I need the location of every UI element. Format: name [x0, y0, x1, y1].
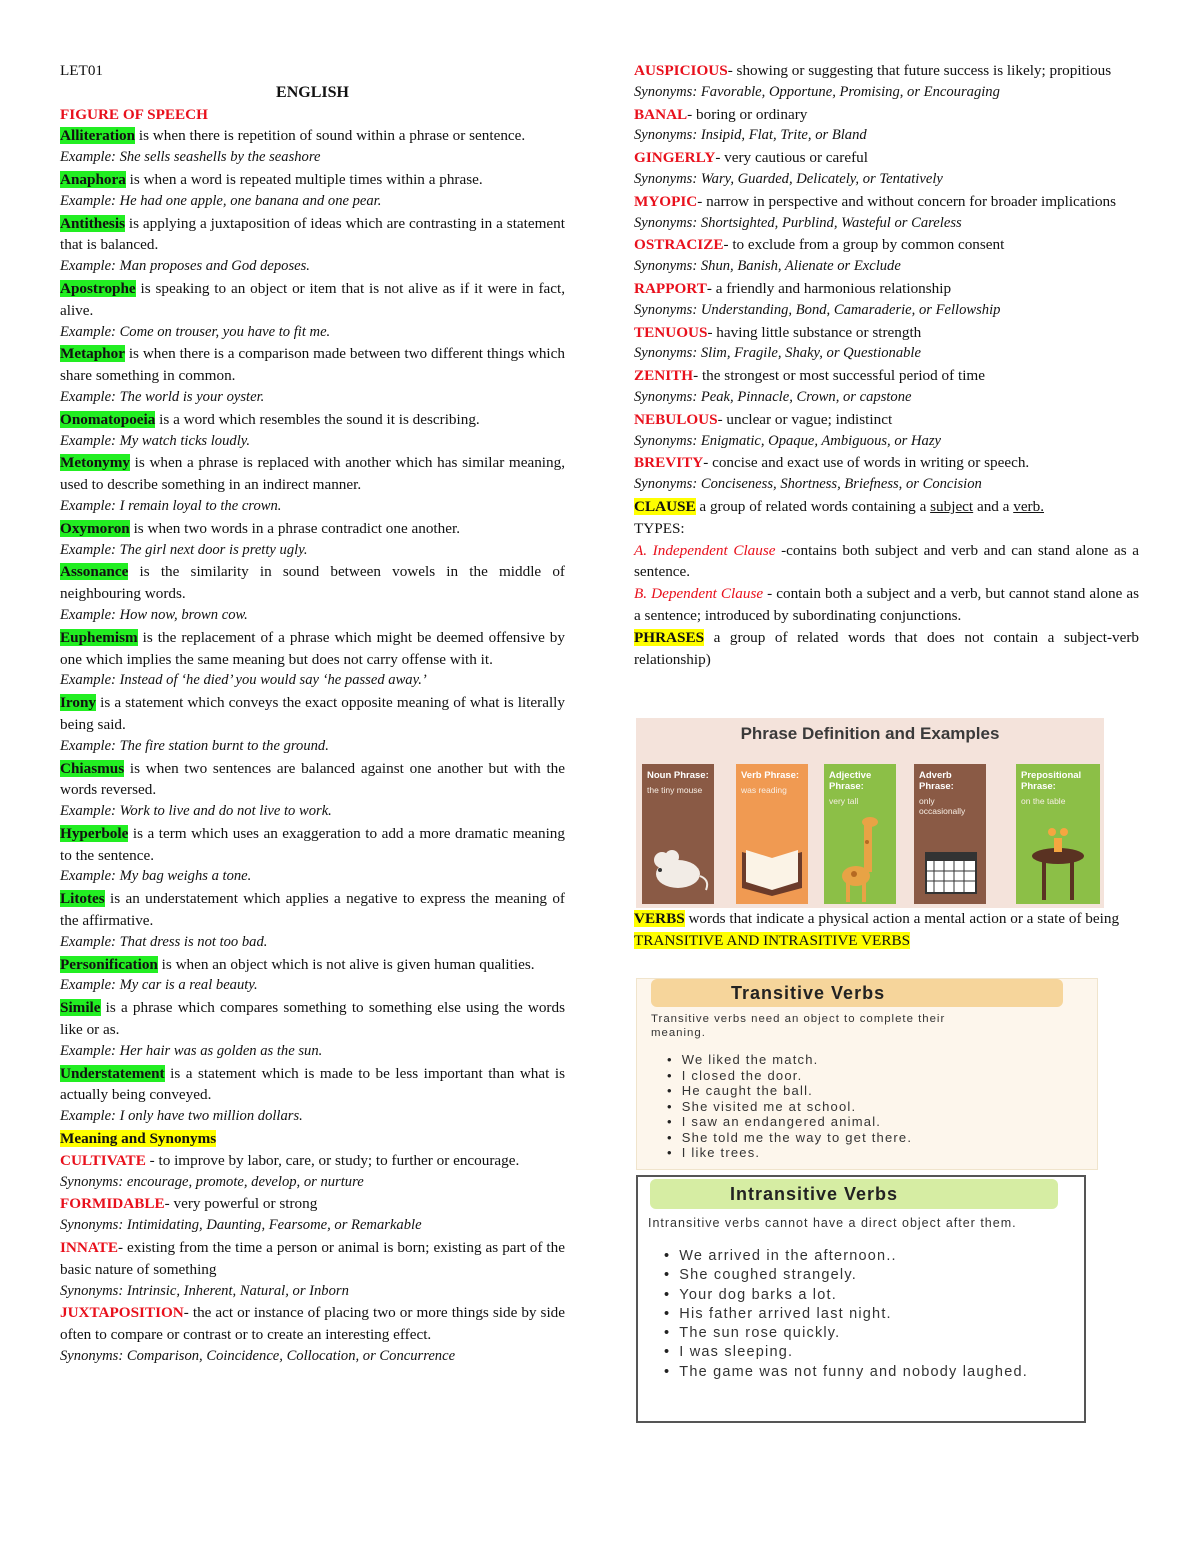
- list-item: • The game was not funny and nobody laughed.: [664, 1363, 1044, 1382]
- left-column: [60, 60, 565, 1368]
- list-item: • She coughed strangely.: [664, 1266, 1044, 1285]
- calendar-icon: [914, 843, 986, 898]
- list-item: • His father arrived last night.: [664, 1305, 1044, 1324]
- mouse-icon: [642, 830, 714, 900]
- adverb-phrase-card: [914, 764, 986, 904]
- figure-example: Example: My bag weighs a tone.: [60, 868, 252, 885]
- word-term: ZENITH: [634, 367, 694, 385]
- book-icon: [736, 830, 808, 900]
- figure-def: is when there is repetition of sound within a phrase or sentence.: [135, 127, 526, 145]
- list-item: • He caught the ball.: [667, 1083, 1097, 1099]
- figure-entry: [60, 169, 565, 213]
- table-icon: [1016, 824, 1100, 904]
- figure-def: is a term which uses an exaggeration to add a more dramatic meaning to the sentence.: [60, 824, 565, 864]
- figure-example: Example: He had one apple, one banana and one pear.: [60, 192, 382, 209]
- card-type: Adjective Phrase:: [829, 770, 872, 792]
- word-entry: [634, 104, 1139, 148]
- figure-example: Example: The world is your oyster.: [60, 388, 265, 405]
- figure-entry: [60, 561, 565, 626]
- figure-term: Alliteration: [60, 127, 136, 145]
- list-item: • We liked the match.: [667, 1052, 1097, 1068]
- figure-term: Oxymoron: [60, 519, 130, 537]
- figure-def: is a statement which conveys the exact opposite meaning of what is literally being said.: [60, 694, 565, 733]
- word-term: OSTRACIZE: [634, 236, 724, 254]
- clause-types-label: TYPES:: [634, 519, 685, 537]
- independent-clause-term: A. Independent Clause: [634, 541, 776, 559]
- word-def: - showing or suggesting that future success is likely; propitious: [727, 62, 1112, 79]
- figure-entry: [60, 278, 565, 343]
- noun-phrase-card: [642, 764, 714, 904]
- figure-term: Apostrophe: [60, 279, 136, 297]
- figure-def: is when two sentences are balanced against one another but with the words reversed.: [60, 759, 565, 799]
- figure-example: Example: My watch ticks loudly.: [60, 432, 251, 449]
- word-entry: [60, 1302, 565, 1367]
- figure-def: is applying a juxtaposition of ideas which are contrasting in a statement that is balanced.: [60, 214, 565, 254]
- transitive-title-banner: [651, 979, 1063, 1007]
- figure-example: Example: My car is a real beauty.: [60, 977, 258, 994]
- word-entry: [60, 1237, 565, 1302]
- figure-def: is when there is a comparison made between two different things which share something in common.: [60, 345, 565, 385]
- figure-def: is an understatement which applies a negative to express the meaning of the affirmative.: [60, 890, 565, 930]
- figures-list: [60, 125, 565, 1128]
- figure-entry: [60, 1063, 565, 1128]
- figure-def: is when a phrase is replaced with another which has similar meaning, used to describe something in an indirect manner.: [60, 454, 565, 494]
- figure-example: Example: Work to live and do not live to work.: [60, 803, 332, 820]
- phrases-term: PHRASES: [634, 628, 705, 646]
- word-def: - very powerful or strong: [164, 1195, 318, 1213]
- word-entry: [634, 365, 1139, 409]
- clause-term: CLAUSE: [634, 497, 696, 515]
- word-synonyms: Synonyms: Shortsighted, Purblind, Wasteful or Careless: [634, 214, 962, 231]
- figure-term: Anaphora: [60, 170, 126, 188]
- meaning-heading: Meaning and Synonyms: [60, 1130, 217, 1148]
- word-entry: [634, 278, 1139, 322]
- word-term: AUSPICIOUS: [634, 62, 728, 79]
- figure-term: Onomatopoeia: [60, 410, 156, 428]
- figure-entry: [60, 692, 565, 757]
- figure-def: is the replacement of a phrase which might be deemed offensive by one which implies the same meaning but does not carry offense with it.: [60, 628, 565, 668]
- figure-term: Irony: [60, 694, 97, 712]
- figure-entry: [60, 518, 565, 562]
- card-type: Verb Phrase:: [741, 770, 800, 781]
- list-item: • She told me the way to get there.: [667, 1130, 1097, 1146]
- word-def: - narrow in perspective and without concern for broader implications: [697, 192, 1117, 210]
- figure-entry: [60, 997, 565, 1062]
- word-synonyms: Synonyms: Conciseness, Shortness, Briefness, or Concision: [634, 476, 982, 493]
- word-entry: [634, 452, 1139, 496]
- intransitive-examples: [638, 1231, 1044, 1382]
- card-type: Prepositional Phrase:: [1021, 770, 1082, 792]
- word-entry: [60, 1193, 565, 1237]
- figure-entry: [60, 888, 565, 953]
- right-column: [634, 60, 1139, 670]
- adjective-phrase-card: [824, 764, 896, 904]
- figure-example: Example: I remain loyal to the crown.: [60, 497, 282, 514]
- list-item: • We arrived in the afternoon..: [664, 1247, 1044, 1266]
- word-term: NEBULOUS: [634, 410, 718, 428]
- verbs-def: words that indicate a physical action a mental action or a state of being: [684, 910, 1120, 927]
- word-term: TENUOUS: [634, 323, 708, 341]
- figure-entry: [60, 823, 565, 888]
- word-synonyms: Synonyms: Intrinsic, Inherent, Natural, or Inborn: [60, 1282, 349, 1299]
- intransitive-title: Intransitive Verbs: [730, 1184, 899, 1204]
- word-entry: [634, 60, 1139, 104]
- figure-term: Chiasmus: [60, 759, 125, 777]
- independent-clause-def: -contains both subject and verb and can stand alone as a sentence.: [634, 541, 1139, 581]
- word-synonyms: Synonyms: Shun, Banish, Alienate or Exclude: [634, 258, 901, 275]
- figure-term: Assonance: [60, 563, 129, 581]
- intransitive-verbs-box: [636, 1175, 1086, 1423]
- figure-term: Metonymy: [60, 454, 131, 472]
- figure-term: Euphemism: [60, 628, 138, 646]
- card-example: only occasionally: [919, 796, 966, 816]
- word-term: RAPPORT: [634, 279, 707, 297]
- figure-example: Example: The girl next door is pretty ugly.: [60, 541, 308, 558]
- figure-example: Example: How now, brown cow.: [60, 606, 248, 623]
- phrases-def: a group of related words that does not contain a subject-verb relationship): [634, 628, 1139, 668]
- transitive-verbs-box: [636, 978, 1098, 1170]
- list-item: • I closed the door.: [667, 1068, 1097, 1084]
- verbs-section: [634, 908, 1139, 952]
- word-synonyms: Synonyms: Favorable, Opportune, Promising, or Encouraging: [634, 83, 1000, 100]
- figure-term: Litotes: [60, 890, 105, 908]
- clause-subject: subject: [930, 497, 974, 515]
- figure-entry: [60, 627, 565, 692]
- figure-example: Example: Come on trouser, you have to fit me.: [60, 323, 331, 340]
- doc-title: ENGLISH: [276, 83, 349, 101]
- word-term: FORMIDABLE: [60, 1195, 165, 1213]
- word-def: - existing from the time a person or animal is born; existing as part of the basic nature of something: [60, 1239, 565, 1278]
- verbs-subheading: TRANSITIVE AND INTRASITIVE VERBS: [634, 931, 911, 949]
- card-type: Adverb Phrase:: [919, 770, 954, 792]
- list-item: • Your dog barks a lot.: [664, 1286, 1044, 1305]
- word-term: JUXTAPOSITION: [60, 1304, 184, 1322]
- figure-term: Simile: [60, 999, 101, 1017]
- figure-def: is speaking to an object or item that is not alive as if it were in fact, alive.: [60, 279, 565, 319]
- list-item: • I saw an endangered animal.: [667, 1114, 1097, 1130]
- card-example: the tiny mouse: [647, 785, 703, 795]
- phrases-section: [634, 627, 1139, 671]
- figure-def: is the similarity in sound between vowels in the middle of neighbouring words.: [60, 563, 565, 603]
- transitive-examples: [637, 1040, 1097, 1161]
- figure-def: is a phrase which compares something to something else using the words like or as.: [60, 999, 565, 1039]
- figure-term: Personification: [60, 955, 158, 973]
- clause-verb: verb.: [1013, 497, 1045, 515]
- clause-and: and a: [973, 497, 1014, 515]
- dependent-clause-term: B. Dependent Clause: [634, 585, 764, 603]
- word-synonyms: Synonyms: Wary, Guarded, Delicately, or Tentatively: [634, 170, 943, 187]
- figure-example: Example: Her hair was as golden as the sun.: [60, 1042, 323, 1059]
- prepositional-phrase-card: [1016, 764, 1100, 904]
- word-def: - a friendly and harmonious relationship: [706, 279, 952, 297]
- list-item: • I like trees.: [667, 1145, 1097, 1161]
- word-def: - to exclude from a group by common consent: [723, 236, 1005, 254]
- figure-term: Hyperbole: [60, 824, 129, 842]
- word-term: CULTIVATE: [60, 1151, 146, 1169]
- word-def: - having little substance or strength: [707, 323, 922, 341]
- intransitive-title-banner: [650, 1179, 1058, 1209]
- figure-def: is a word which resembles the sound it is describing.: [155, 410, 480, 428]
- figure-def: is a statement which is made to be less important than what is actually being conveyed.: [60, 1064, 565, 1104]
- word-synonyms: Synonyms: Intimidating, Daunting, Fearsome, or Remarkable: [60, 1217, 422, 1234]
- list-item: • She visited me at school.: [667, 1099, 1097, 1115]
- card-example: very tall: [829, 796, 859, 806]
- word-synonyms: Synonyms: Slim, Fragile, Shaky, or Questionable: [634, 345, 921, 362]
- word-term: GINGERLY: [634, 149, 716, 167]
- card-example: was reading: [741, 785, 787, 795]
- word-synonyms: Synonyms: encourage, promote, develop, or nurture: [60, 1173, 364, 1190]
- word-synonyms: Synonyms: Understanding, Bond, Camaraderie, or Fellowship: [634, 301, 1001, 318]
- doc-code: LET01: [60, 62, 104, 79]
- figure-entry: [60, 452, 565, 517]
- figure-entry: [60, 343, 565, 408]
- figure-entry: [60, 409, 565, 453]
- word-def: - the act or instance of placing two or more things side by side often to compare or contrast or to create an interesting effect.: [60, 1304, 565, 1344]
- dependent-clause-def: - contain both a subject and a verb, but cannot stand alone as a sentence; introduced by subordinating conjunctions.: [634, 585, 1139, 624]
- word-def: - unclear or vague; indistinct: [717, 410, 893, 428]
- transitive-title: Transitive Verbs: [731, 983, 886, 1003]
- word-term: BANAL: [634, 105, 688, 123]
- word-entry: [634, 322, 1139, 366]
- figure-entry: [60, 758, 565, 823]
- word-term: MYOPIC: [634, 192, 698, 210]
- figure-def: is when a word is repeated multiple times within a phrase.: [125, 170, 483, 188]
- figure-def: is when an object which is not alive is given human qualities.: [157, 955, 535, 973]
- figure-term: Understatement: [60, 1064, 165, 1082]
- words-list-left: [60, 1150, 565, 1368]
- figure-example: Example: I only have two million dollars.: [60, 1108, 303, 1125]
- word-synonyms: Synonyms: Peak, Pinnacle, Crown, or capstone: [634, 388, 912, 405]
- word-def: - to improve by labor, care, or study; to further or encourage.: [145, 1151, 520, 1169]
- word-entry: [634, 234, 1139, 278]
- figure-heading: FIGURE OF SPEECH: [60, 105, 208, 123]
- card-type: Noun Phrase:: [647, 770, 709, 781]
- word-def: - the strongest or most successful period of time: [693, 367, 985, 385]
- figure-entry: [60, 954, 565, 998]
- figure-entry: [60, 125, 565, 169]
- clause-section: [634, 496, 1139, 627]
- giraffe-icon: [824, 814, 896, 904]
- transitive-intro: Transitive verbs need an object to complete their meaning.: [651, 1013, 946, 1039]
- word-entry: [634, 191, 1139, 235]
- word-term: INNATE: [60, 1239, 118, 1257]
- list-item: • The sun rose quickly.: [664, 1324, 1044, 1343]
- word-def: - concise and exact use of words in writing or speech.: [703, 454, 1030, 472]
- card-example: on the table: [1021, 796, 1066, 806]
- figure-entry: [60, 213, 565, 278]
- word-entry: [60, 1150, 565, 1194]
- figure-term: Metaphor: [60, 345, 125, 363]
- word-entry: [634, 409, 1139, 453]
- figure-term: Antithesis: [60, 214, 125, 232]
- figure-example: Example: The fire station burnt to the ground.: [60, 737, 329, 754]
- word-def: - very cautious or careful: [715, 149, 868, 167]
- verbs-term: VERBS: [634, 910, 685, 927]
- verb-phrase-card: [736, 764, 808, 904]
- clause-def: a group of related words containing a: [695, 497, 931, 515]
- word-entry: [634, 147, 1139, 191]
- phrase-figure-title: Phrase Definition and Examples: [740, 724, 1000, 743]
- figure-def: is when two words in a phrase contradict one another.: [129, 519, 461, 537]
- figure-example: Example: Man proposes and God deposes.: [60, 258, 310, 275]
- list-item: • I was sleeping.: [664, 1343, 1044, 1362]
- figure-example: Example: She sells seashells by the seashore: [60, 149, 321, 166]
- figure-example: Example: Instead of ‘he died’ you would say ‘he passed away.’: [60, 672, 427, 689]
- figure-example: Example: That dress is not too bad.: [60, 933, 268, 950]
- word-synonyms: Synonyms: Enigmatic, Opaque, Ambiguous, or Hazy: [634, 432, 941, 449]
- intransitive-intro: Intransitive verbs cannot have a direct object after them.: [648, 1216, 1017, 1230]
- word-term: BREVITY: [634, 454, 704, 472]
- words-list-right: [634, 60, 1139, 496]
- phrase-definition-figure: [636, 718, 1104, 908]
- word-synonyms: Synonyms: Insipid, Flat, Trite, or Bland: [634, 127, 867, 144]
- word-synonyms: Synonyms: Comparison, Coincidence, Collocation, or Concurrence: [60, 1348, 456, 1365]
- word-def: - boring or ordinary: [687, 105, 808, 123]
